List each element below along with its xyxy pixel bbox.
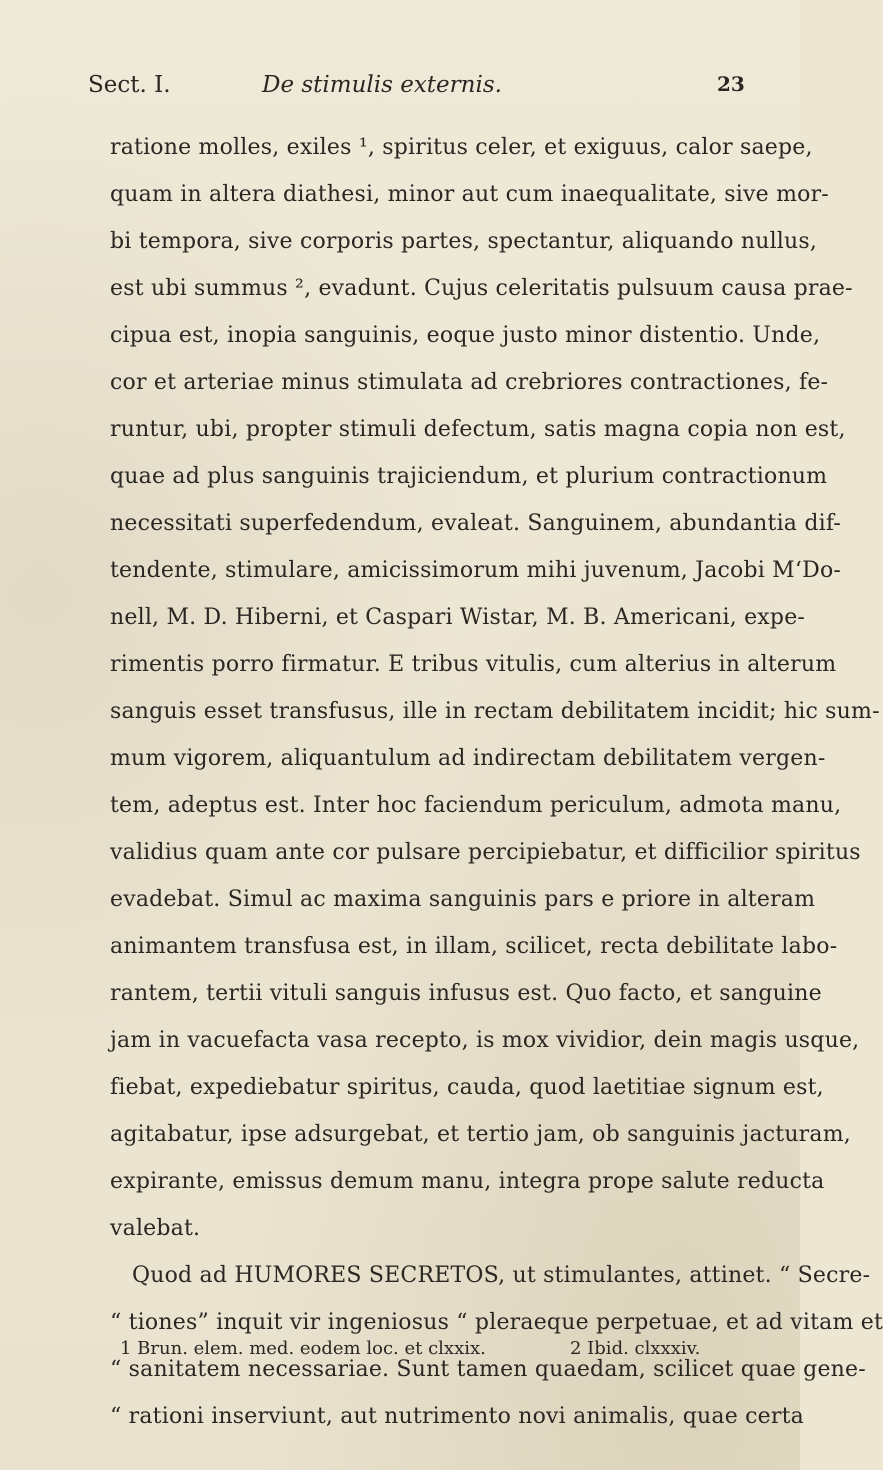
text-line: cipua est, inopia sanguinis, eoque justo minor distentio. Unde,: [110, 323, 821, 348]
quotation-line: “ sanitatem necessariae. Sunt tamen quaedam, scilicet quae gene-: [110, 1357, 866, 1382]
text-line: tem, adeptus est. Inter hoc faciendum periculum, admota manu,: [110, 793, 842, 818]
text-line: quae ad plus sanguinis trajiciendum, et plurium contractionum: [110, 464, 828, 489]
text-line: fiebat, expediebatur spiritus, cauda, quod laetitiae signum est,: [110, 1075, 824, 1100]
section-label: Sect. I.: [88, 72, 171, 98]
paragraph-start-line: Quod ad HUMORES SECRETOS, ut stimulantes, attinet. “ Secre-: [132, 1263, 871, 1288]
text-line: validius quam ante cor pulsare percipiebatur, et difficilior spiritus: [110, 840, 861, 865]
footnotes: [120, 1338, 760, 1370]
text-line: rantem, tertii vituli sanguis infusus est. Quo facto, et sanguine: [110, 981, 822, 1006]
running-title: De stimulis externis.: [262, 72, 502, 98]
text-line: evadebat. Simul ac maxima sanguinis pars e priore in alteram: [110, 887, 816, 912]
text-line: bi tempora, sive corporis partes, spectantur, aliquando nullus,: [110, 229, 818, 254]
footnote-1: 1 Brun. elem. med. eodem loc. et clxxix.: [120, 1338, 486, 1359]
text-line: necessitati superfedendum, evaleat. Sanguinem, abundantia dif-: [110, 511, 842, 536]
text-line: expirante, emissus demum manu, integra prope salute reducta: [110, 1169, 825, 1194]
footnote-2: 2 Ibid. clxxxiv.: [570, 1338, 701, 1359]
text-line: runtur, ubi, propter stimuli defectum, satis magna copia non est,: [110, 417, 846, 442]
text-line: ratione molles, exiles ¹, spiritus celer, et exiguus, calor saepe,: [110, 135, 813, 160]
quotation-line: “ tiones” inquit vir ingeniosus “ pleraeque perpetuae, et ad vitam et: [110, 1310, 883, 1335]
text-line: cor et arteriae minus stimulata ad crebriores contractiones, fe-: [110, 370, 829, 395]
text-line: agitabatur, ipse adsurgebat, et tertio jam, ob sanguinis jacturam,: [110, 1122, 851, 1147]
text-line: quam in altera diathesi, minor aut cum inaequalitate, sive mor-: [110, 182, 829, 207]
text-line: tendente, stimulare, amicissimorum mihi juvenum, Jacobi M‘Do-: [110, 558, 842, 583]
text-line: jam in vacuefacta vasa recepto, is mox vividior, dein magis usque,: [110, 1028, 860, 1053]
text-line: nell, M. D. Hiberni, et Caspari Wistar, M. B. Americani, expe-: [110, 605, 806, 630]
text-line: mum vigorem, aliquantulum ad indirectam debilitatem vergen-: [110, 746, 826, 771]
text-line: rimentis porro firmatur. E tribus vitulis, cum alterius in alterum: [110, 652, 837, 677]
text-line: animantem transfusa est, in illam, scilicet, recta debilitate labo-: [110, 934, 838, 959]
page-number: 23: [717, 72, 745, 96]
running-header: [0, 72, 800, 112]
body-text: [110, 124, 883, 1440]
paragraph-end-line: valebat.: [110, 1216, 201, 1241]
text-line: sanguis esset transfusus, ille in rectam debilitatem incidit; hic sum-: [110, 699, 880, 724]
quotation-line: “ rationi inserviunt, aut nutrimento novi animalis, quae certa: [110, 1404, 804, 1429]
text-line: est ubi summus ², evadunt. Cujus celeritatis pulsuum causa prae-: [110, 276, 853, 301]
